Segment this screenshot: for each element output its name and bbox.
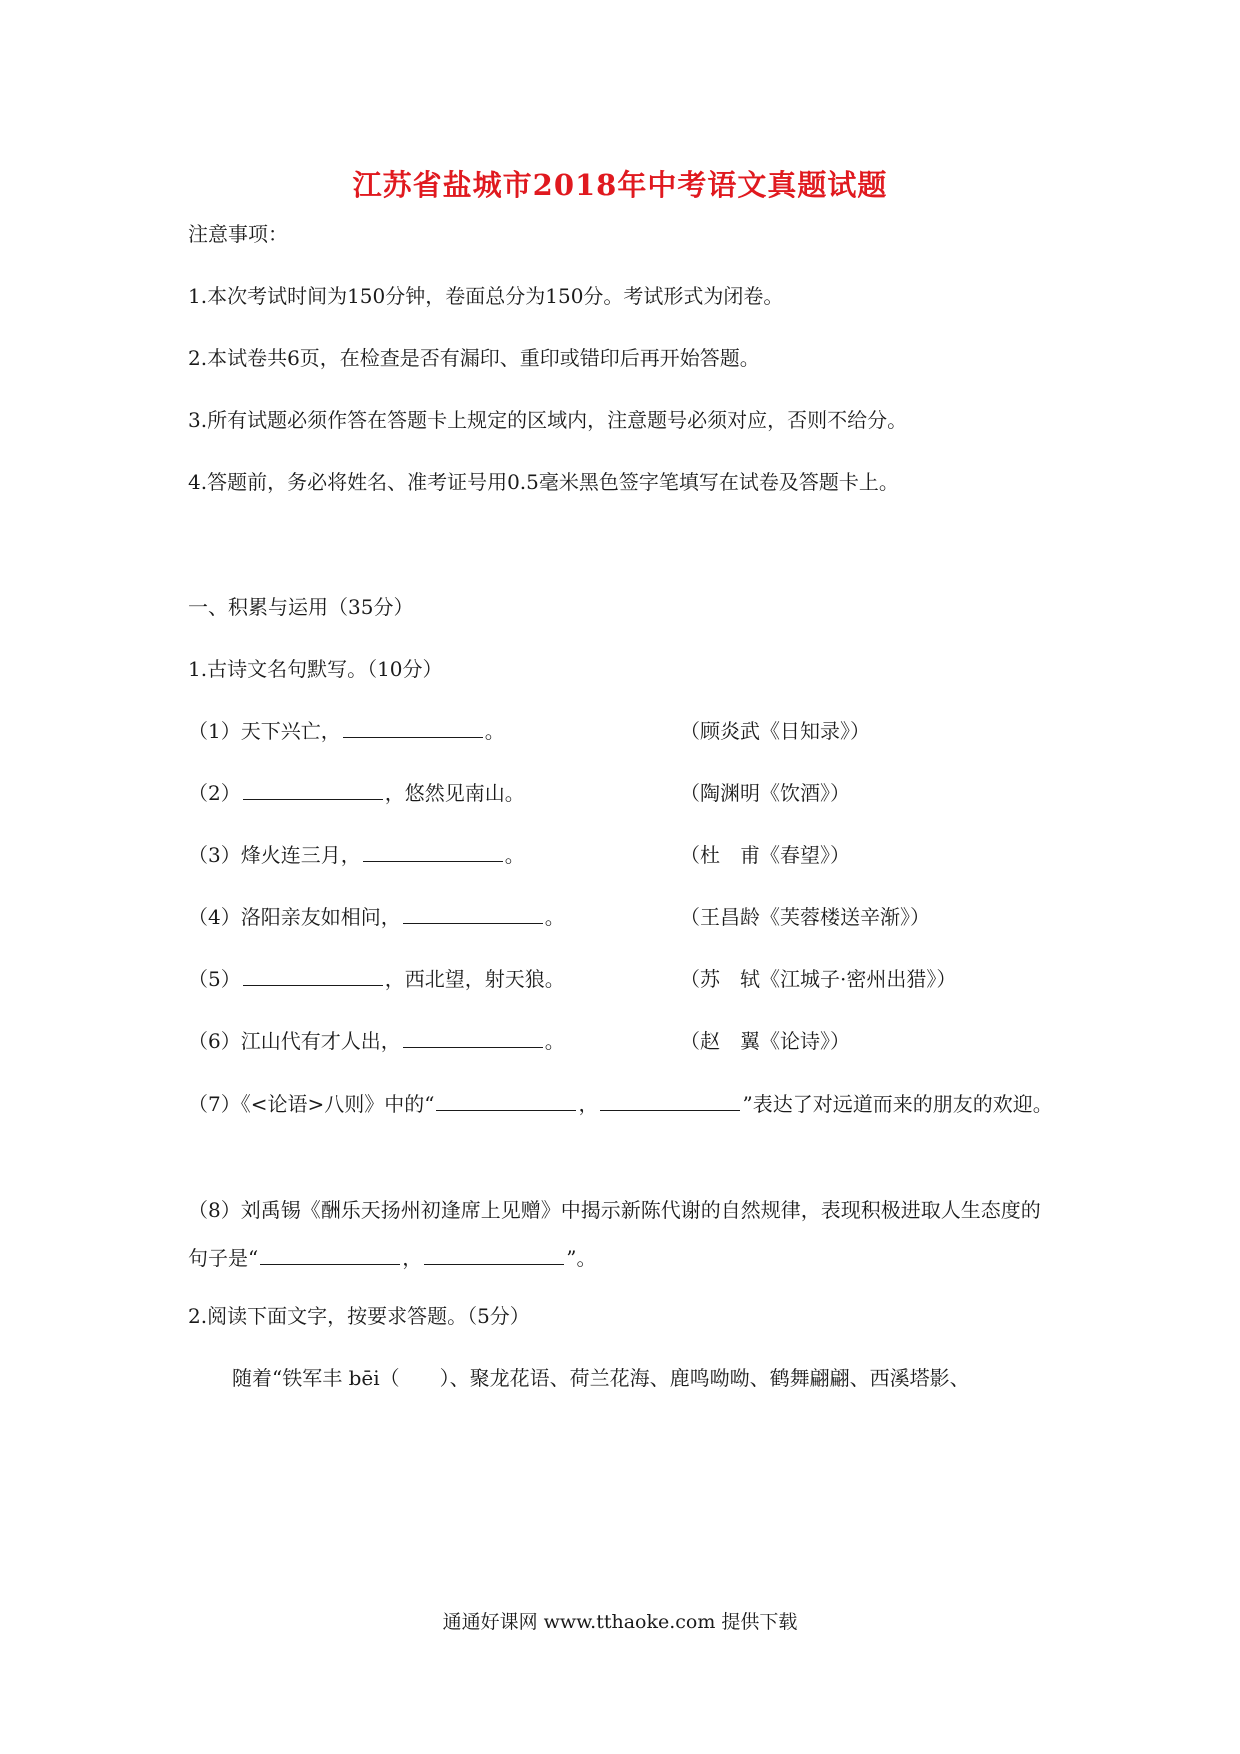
question-2-stem: 2.阅读下面文字，按要求答题。（5分） bbox=[188, 1304, 530, 1328]
q1-item-4: （4）洛阳亲友如相问， 。 bbox=[188, 905, 565, 929]
answer-blank bbox=[403, 905, 543, 924]
q1-source-3: （杜 甫《春望》） bbox=[680, 843, 850, 867]
answer-blank bbox=[436, 1092, 576, 1111]
q1-item-5: （5） ，西北望，射天狼。 bbox=[188, 967, 565, 991]
answer-blank bbox=[343, 719, 483, 738]
notice-item-1: 1.本次考试时间为150分钟，卷面总分为150分。考试形式为闭卷。 bbox=[188, 284, 784, 308]
q1-item-6: （6）江山代有才人出， 。 bbox=[188, 1029, 565, 1053]
question-1-stem: 1.古诗文名句默写。（10分） bbox=[188, 657, 443, 681]
q1-source-5: （苏 轼《江城子·密州出猎》） bbox=[680, 967, 957, 991]
answer-blank bbox=[243, 781, 383, 800]
page-footer: 通通好课网 www.tthaoke.com 提供下载 bbox=[442, 1611, 798, 1633]
page-title: 江苏省盐城市2018年中考语文真题试题 bbox=[352, 168, 888, 202]
q1-item-7: （7）《<论语>八则》中的“ ， ”表达了对远道而来的朋友的欢迎。 bbox=[188, 1092, 1053, 1116]
q1-source-2: （陶渊明《饮酒》） bbox=[680, 781, 850, 805]
answer-blank bbox=[424, 1246, 564, 1265]
q1-item-3: （3）烽火连三月， 。 bbox=[188, 843, 525, 867]
answer-blank bbox=[363, 843, 503, 862]
notice-heading: 注意事项： bbox=[188, 222, 288, 246]
answer-blank bbox=[600, 1092, 740, 1111]
answer-blank bbox=[243, 967, 383, 986]
q1-source-6: （赵 翼《论诗》） bbox=[680, 1029, 850, 1053]
notice-item-2: 2.本试卷共6页，在检查是否有漏印、重印或错印后再开始答题。 bbox=[188, 346, 760, 370]
q1-source-1: （顾炎武《日知录》） bbox=[680, 719, 870, 743]
section-heading: 一、积累与运用（35分） bbox=[188, 595, 414, 619]
q1-item-2: （2） ，悠然见南山。 bbox=[188, 781, 525, 805]
notice-item-4: 4.答题前，务必将姓名、准考证号用0.5毫米黑色签字笔填写在试卷及答题卡上。 bbox=[188, 470, 899, 494]
q1-source-4: （王昌龄《芙蓉楼送辛渐》） bbox=[680, 905, 930, 929]
question-2-passage: 随着“铁军丰 bēi（ ）、聚龙花语、荷兰花海、鹿鸣呦呦、鹤舞翩翩、西溪塔影、 bbox=[232, 1366, 970, 1390]
answer-blank bbox=[403, 1029, 543, 1048]
q1-item-8: （8）刘禹锡《酬乐天扬州初逢席上见赠》中揭示新陈代谢的自然规律，表现积极进取人生态度的句子是“ ， ”。 bbox=[188, 1198, 1041, 1270]
answer-blank bbox=[260, 1246, 400, 1265]
notice-item-3: 3.所有试题必须作答在答题卡上规定的区域内，注意题号必须对应，否则不给分。 bbox=[188, 408, 908, 432]
q1-item-1: （1）天下兴亡， 。 bbox=[188, 719, 505, 743]
